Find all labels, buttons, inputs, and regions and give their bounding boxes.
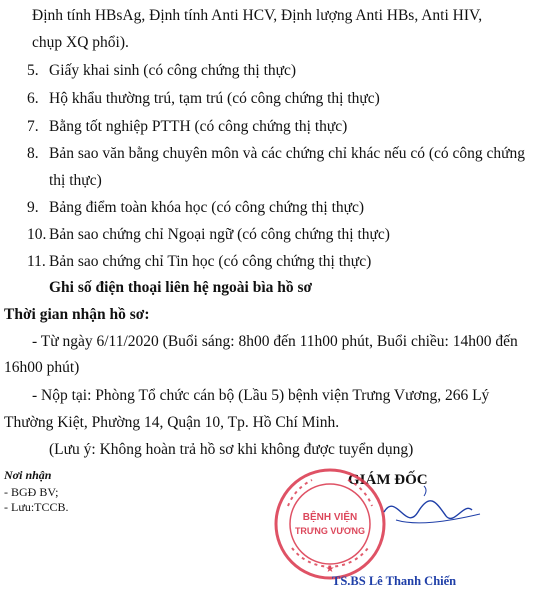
director-title: GIÁM ĐỐC [348, 472, 428, 488]
list-item-continuation: thị thực) [49, 172, 102, 189]
receive-time: - Từ ngày 6/11/2020 (Buổi sáng: 8h00 đến 11h00 phút, Buổi chiều: 14h00 đến [32, 333, 518, 350]
list-item: 6. Hộ khẩu thường trú, tạm trú (có công chứng thị thực) [27, 90, 380, 107]
list-item: 11. Bản sao chứng chỉ Tin học (có công chứng thị thực) [27, 253, 372, 270]
list-item-4-continuation: Định tính HBsAg, Định tính Anti HCV, Định lượng Anti HBs, Anti HIV, [32, 7, 483, 24]
list-item: 10. Bản sao chứng chỉ Ngoại ngữ (có công chứng thị thực) [27, 226, 390, 243]
list-item: 5. Giấy khai sinh (có công chứng thị thực) [27, 62, 297, 79]
hospital-stamp [272, 466, 388, 582]
list-item-4-continuation-2: chụp XQ phổi). [32, 34, 129, 51]
recipients-heading: Nơi nhận [4, 468, 52, 482]
director-name: TS.BS Lê Thanh Chiến [332, 574, 457, 588]
recipient-item: - BGĐ BV; [4, 485, 59, 499]
receive-place: - Nộp tại: Phòng Tổ chức cán bộ (Lầu 5) bệnh viện Trưng Vương, 266 Lý [32, 387, 490, 404]
receive-note: (Lưu ý: Không hoàn trả hồ sơ khi không được tuyển dụng) [49, 441, 414, 458]
receive-time-continuation: 16h00 phút) [4, 359, 80, 376]
list-item: 8. Bản sao văn bằng chuyên môn và các chứng chỉ khác nếu có (có công chứng [27, 145, 526, 162]
stamp-text-1: BỆNH VIỆN [302, 512, 358, 523]
list-item: 7. Bằng tốt nghiệp PTTH (có công chứng thị thực) [27, 118, 348, 135]
handwritten-signature [376, 482, 496, 542]
phone-note: Ghi số điện thoại liên hệ ngoài bìa hồ sơ [49, 279, 313, 296]
receive-place-continuation: Thường Kiệt, Phường 14, Quận 10, Tp. Hồ Chí Minh. [4, 414, 340, 431]
receive-heading: Thời gian nhận hồ sơ: [4, 306, 150, 323]
list-item: 9. Bảng điểm toàn khóa học (có công chứng thị thực) [27, 199, 365, 216]
svg-text:★: ★ [325, 564, 335, 575]
recipient-item: - Lưu:TCCB. [4, 500, 69, 514]
stamp-text-2: TRƯNG VƯƠNG [294, 526, 366, 536]
